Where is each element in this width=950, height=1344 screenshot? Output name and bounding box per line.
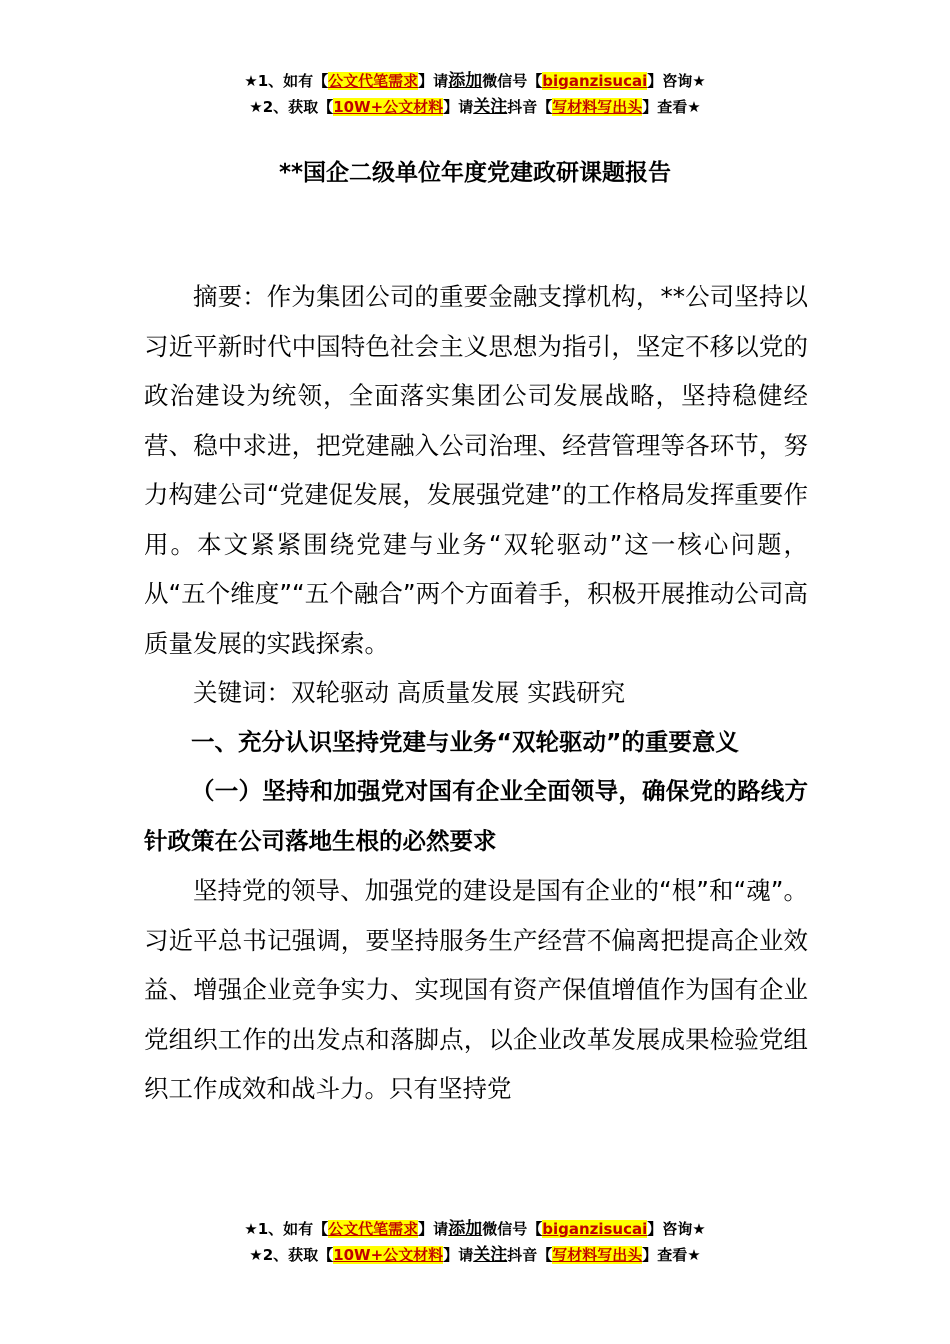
- banner-line-1: [0, 1216, 950, 1242]
- document-body: [144, 272, 808, 1114]
- banner-text: ★1、如有【: [244, 72, 329, 90]
- banner-emphasis: 添加: [448, 1219, 483, 1239]
- banner-text: 微信号【: [482, 72, 543, 90]
- banner-text: 微信号【: [482, 1220, 543, 1238]
- banner-line-2: [0, 1242, 950, 1268]
- banner-text: 】查看★: [642, 98, 701, 116]
- highlight-service: 公文代笔需求: [328, 72, 419, 90]
- banner-text: 抖音【: [507, 98, 553, 116]
- banner-text: ★2、获取【: [249, 98, 334, 116]
- body-paragraph: 坚持党的领导、加强党的建设是国有企业的“根”和“魂”。习近平总书记强调，要坚持服务生产经营不偏离把提高企业效益、增强企业竞争实力、实现国有资产保值增值作为国有企业党组织工作的出发点和落脚点，以企业改革发展成果检验党组织工作成效和战斗力。只有坚持党: [144, 876, 808, 1103]
- banner-text: ★2、获取【: [249, 1246, 334, 1264]
- keywords-paragraph: 关键词：双轮驱动 高质量发展 实践研究: [193, 678, 626, 707]
- banner-text: ★1、如有【: [244, 1220, 329, 1238]
- banner-text: 】请: [418, 1220, 449, 1238]
- highlight-materials: 10W+公文材料: [333, 1246, 444, 1264]
- section-heading: 一、充分认识坚持党建与业务“双轮驱动”的重要意义: [191, 727, 739, 756]
- subsection-heading: （一）坚持和加强党对国有企业全面领导，确保党的路线方针政策在公司落地生根的必然要求: [144, 777, 808, 855]
- banner-text: 】请: [418, 72, 449, 90]
- banner-line-1: [0, 68, 950, 94]
- document-title: **国企二级单位年度党建政研课题报告: [278, 160, 672, 186]
- highlight-service: 公文代笔需求: [328, 1220, 419, 1238]
- banner-text: 】请: [443, 98, 474, 116]
- abstract-paragraph: 摘要：作为集团公司的重要金融支撑机构，**公司坚持以习近平新时代中国特色社会主义思想为指引，坚定不移以党的政治建设为统领，全面落实集团公司发展战略，坚持稳健经营、稳中求进，把党建融入公司治理、经营管理等各环节，努力构建公司“党建促发展，发展强党建”的工作格局发挥重要作用。本文紧紧围绕党建与业务“双轮驱动”这一核心问题，从“五个维度”“五个融合”两个方面着手，积极开展推动公司高质量发展的实践探索。: [144, 282, 808, 658]
- banner-text: 】请: [443, 1246, 474, 1264]
- banner-emphasis: 关注: [473, 97, 508, 117]
- banner-emphasis: 添加: [448, 71, 483, 91]
- banner-emphasis: 关注: [473, 1245, 508, 1265]
- banner-text: 】咨询★: [647, 72, 706, 90]
- banner-text: 】咨询★: [647, 1220, 706, 1238]
- highlight-wechat-id: biganzisucai: [542, 72, 648, 90]
- banner-text: 】查看★: [642, 1246, 701, 1264]
- header-banner: [0, 68, 950, 120]
- highlight-wechat-id: biganzisucai: [542, 1220, 648, 1238]
- banner-line-2: [0, 94, 950, 120]
- highlight-douyin-id: 写材料写出头: [552, 98, 643, 116]
- highlight-douyin-id: 写材料写出头: [552, 1246, 643, 1264]
- banner-text: 抖音【: [507, 1246, 553, 1264]
- footer-banner: [0, 1216, 950, 1268]
- highlight-materials: 10W+公文材料: [333, 98, 444, 116]
